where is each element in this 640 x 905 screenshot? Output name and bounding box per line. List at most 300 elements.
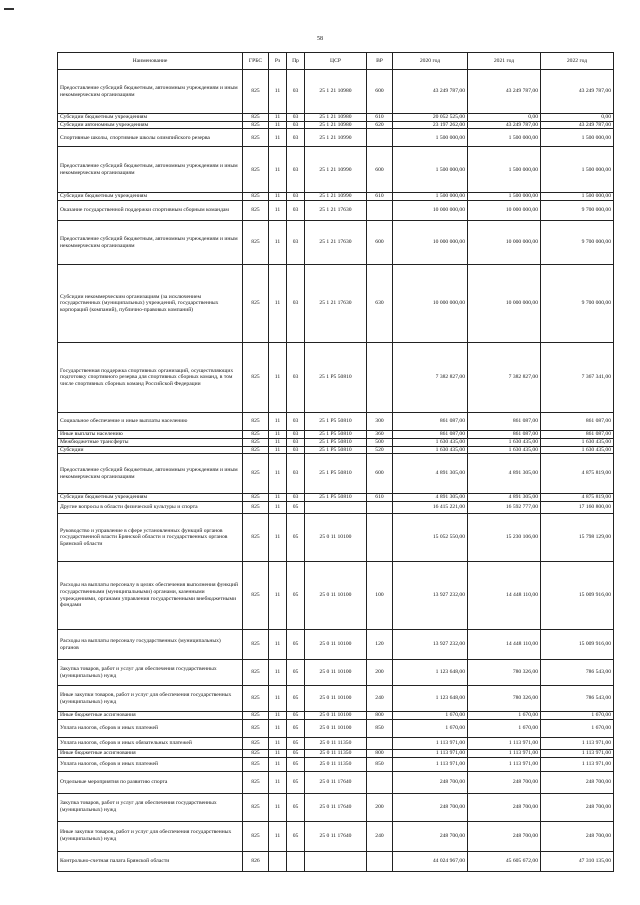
cell-rz: 11 (269, 446, 287, 454)
cell-csr: 25 1 P5 50810 (305, 494, 367, 502)
cell-2021: 10 000 000,00 (468, 221, 541, 265)
cell-grbs: 825 (243, 712, 269, 720)
cell-vr: 200 (367, 660, 393, 686)
cell-rz: 11 (269, 413, 287, 431)
cell-name: Уплата налогов, сборов и иных платежей (58, 719, 243, 737)
cell-vr: 360 (367, 431, 393, 439)
cell-name: Закупка товаров, работ и услуг для обеспечения государственных (муниципальных) нужд (58, 660, 243, 686)
cell-vr: 600 (367, 147, 393, 193)
cell-2020: 16 415 221,00 (393, 502, 468, 514)
cell-pr: 03 (287, 201, 305, 221)
cell-2021: 248 700,00 (468, 771, 541, 793)
cell-2022: 1 113 971,00 (541, 737, 614, 749)
cell-rz: 11 (269, 147, 287, 193)
cell-2022: 15 798 129,00 (541, 514, 614, 562)
cell-rz: 11 (269, 660, 287, 686)
cell-grbs: 825 (243, 201, 269, 221)
cell-pr: 03 (287, 114, 305, 122)
cell-grbs: 825 (243, 121, 269, 129)
cell-rz: 11 (269, 201, 287, 221)
cell-name: Контрольно-счетная палата Брянской области (58, 851, 243, 871)
scan-edge-mark (4, 8, 14, 10)
cell-rz: 11 (269, 737, 287, 749)
cell-vr: 100 (367, 562, 393, 630)
cell-grbs: 825 (243, 431, 269, 439)
cell-vr: 200 (367, 793, 393, 821)
cell-csr: 25 1 21 10990 (305, 147, 367, 193)
cell-2020: 861 087,00 (393, 431, 468, 439)
table-row (58, 201, 614, 221)
cell-pr: 05 (287, 660, 305, 686)
cell-2021: 1 500 000,00 (468, 193, 541, 201)
cell-vr: 850 (367, 757, 393, 771)
cell-2020: 1 123 648,00 (393, 660, 468, 686)
cell-csr: 25 0 11 10100 (305, 514, 367, 562)
table-row (58, 793, 614, 821)
cell-2020: 20 052 525,00 (393, 114, 468, 122)
table-row (58, 121, 614, 129)
cell-pr: 05 (287, 514, 305, 562)
cell-name: Отдельные мероприятия по развитию спорта (58, 771, 243, 793)
cell-grbs: 825 (243, 454, 269, 494)
cell-2020: 43 249 787,00 (393, 70, 468, 114)
cell-rz: 11 (269, 494, 287, 502)
cell-name: Расходы на выплаты персоналу в целях обеспечения выполнения функций государственными (муниципальными) органами, казенными учреждениями, органами управления государственными внебюджетными фондами (58, 562, 243, 630)
table-row (58, 514, 614, 562)
cell-pr: 03 (287, 129, 305, 147)
cell-grbs: 825 (243, 686, 269, 712)
cell-name: Социальное обеспечение и иные выплаты населению (58, 413, 243, 431)
table-body (58, 70, 614, 872)
cell-pr: 05 (287, 757, 305, 771)
cell-2022: 17 160 800,00 (541, 502, 614, 514)
cell-name: Субсидии автономным учреждениям (58, 121, 243, 129)
cell-csr (305, 502, 367, 514)
cell-vr: 800 (367, 749, 393, 757)
cell-2021: 16 592 777,00 (468, 502, 541, 514)
table-row (58, 438, 614, 446)
cell-pr: 03 (287, 446, 305, 454)
cell-2022: 1 113 971,00 (541, 749, 614, 757)
cell-rz: 11 (269, 514, 287, 562)
cell-csr: 25 1 P5 50810 (305, 431, 367, 439)
cell-vr (367, 201, 393, 221)
cell-csr: 25 0 11 10100 (305, 712, 367, 720)
cell-name: Руководство и управление в сфере установленных функций органов государственной власти Брянской области и государственных органов Брянской области (58, 514, 243, 562)
cell-2022: 1 500 000,00 (541, 193, 614, 201)
cell-vr (367, 343, 393, 413)
cell-csr: 25 1 P5 50810 (305, 454, 367, 494)
cell-csr: 25 1 P5 50810 (305, 413, 367, 431)
header-2022: 2022 год (541, 53, 614, 70)
cell-2021: 14 448 110,00 (468, 630, 541, 660)
cell-rz: 11 (269, 630, 287, 660)
cell-grbs: 825 (243, 737, 269, 749)
cell-2021: 1 113 971,00 (468, 749, 541, 757)
cell-2020: 4 891 305,00 (393, 494, 468, 502)
cell-vr (367, 129, 393, 147)
cell-pr: 05 (287, 821, 305, 851)
cell-vr (367, 502, 393, 514)
cell-2022: 9 700 000,00 (541, 201, 614, 221)
cell-rz: 11 (269, 502, 287, 514)
cell-2022: 1 500 000,00 (541, 147, 614, 193)
table-row (58, 851, 614, 871)
page-number: 58 (317, 36, 323, 42)
cell-grbs: 825 (243, 265, 269, 343)
cell-rz: 11 (269, 121, 287, 129)
cell-rz (269, 851, 287, 871)
cell-csr: 25 0 11 10100 (305, 630, 367, 660)
cell-grbs: 825 (243, 494, 269, 502)
cell-name: Иные выплаты населению (58, 431, 243, 439)
cell-rz: 11 (269, 431, 287, 439)
cell-rz: 11 (269, 712, 287, 720)
cell-pr: 05 (287, 502, 305, 514)
cell-pr: 03 (287, 343, 305, 413)
cell-rz: 11 (269, 265, 287, 343)
cell-2020: 23 197 262,00 (393, 121, 468, 129)
cell-csr: 25 1 P5 50810 (305, 446, 367, 454)
cell-2020: 1 113 971,00 (393, 737, 468, 749)
cell-csr: 25 0 11 17640 (305, 821, 367, 851)
cell-2022: 15 009 916,00 (541, 562, 614, 630)
cell-rz: 11 (269, 193, 287, 201)
cell-csr: 25 0 11 10100 (305, 660, 367, 686)
cell-pr: 03 (287, 454, 305, 494)
table-row (58, 265, 614, 343)
cell-2021: 43 249 787,00 (468, 70, 541, 114)
cell-2022: 47 310 135,00 (541, 851, 614, 871)
cell-2022: 1 670,00 (541, 712, 614, 720)
cell-2020: 10 000 000,00 (393, 201, 468, 221)
cell-csr: 25 1 P5 50810 (305, 438, 367, 446)
cell-vr: 610 (367, 193, 393, 201)
cell-vr: 120 (367, 630, 393, 660)
table-row (58, 712, 614, 720)
cell-2022: 43 249 787,00 (541, 121, 614, 129)
cell-csr: 25 0 11 17640 (305, 793, 367, 821)
cell-pr: 03 (287, 431, 305, 439)
cell-csr: 25 0 11 17640 (305, 771, 367, 793)
cell-rz: 11 (269, 562, 287, 630)
cell-2021: 45 605 672,00 (468, 851, 541, 871)
cell-grbs: 825 (243, 114, 269, 122)
cell-name: Субсидии бюджетным учреждениям (58, 193, 243, 201)
cell-grbs: 825 (243, 793, 269, 821)
cell-2020: 1 630 435,00 (393, 446, 468, 454)
cell-rz: 11 (269, 793, 287, 821)
table-row (58, 114, 614, 122)
cell-grbs: 825 (243, 129, 269, 147)
cell-name: Субсидии (58, 446, 243, 454)
cell-rz: 11 (269, 343, 287, 413)
table-row (58, 147, 614, 193)
cell-2020: 861 087,00 (393, 413, 468, 431)
cell-rz: 11 (269, 438, 287, 446)
cell-pr: 03 (287, 494, 305, 502)
cell-2021: 43 249 787,00 (468, 121, 541, 129)
cell-pr: 05 (287, 749, 305, 757)
cell-csr: 25 1 P5 50810 (305, 343, 367, 413)
cell-2021: 1 670,00 (468, 712, 541, 720)
cell-vr: 240 (367, 686, 393, 712)
cell-name: Иные закупки товаров, работ и услуг для обеспечения государственных (муниципальных) нужд (58, 821, 243, 851)
cell-pr: 05 (287, 712, 305, 720)
cell-2020: 248 700,00 (393, 771, 468, 793)
cell-rz: 11 (269, 114, 287, 122)
budget-table (57, 52, 614, 872)
header-2021: 2021 год (468, 53, 541, 70)
cell-csr: 25 1 21 10980 (305, 114, 367, 122)
cell-name: Уплата налогов, сборов и иных обязательных платежей (58, 737, 243, 749)
cell-vr: 610 (367, 494, 393, 502)
cell-rz: 11 (269, 821, 287, 851)
cell-pr: 05 (287, 686, 305, 712)
cell-2020: 1 500 000,00 (393, 147, 468, 193)
cell-2022: 786 543,00 (541, 660, 614, 686)
cell-name: Уплата налогов, сборов и иных платежей (58, 757, 243, 771)
table-row (58, 431, 614, 439)
cell-vr (367, 771, 393, 793)
cell-2020: 1 123 648,00 (393, 686, 468, 712)
table-row (58, 660, 614, 686)
cell-2022: 248 700,00 (541, 793, 614, 821)
cell-2021: 1 113 971,00 (468, 737, 541, 749)
cell-vr: 600 (367, 454, 393, 494)
table-row (58, 749, 614, 757)
cell-grbs: 825 (243, 70, 269, 114)
cell-2022: 1 670,00 (541, 719, 614, 737)
cell-csr: 25 0 11 10100 (305, 562, 367, 630)
cell-vr: 630 (367, 265, 393, 343)
cell-vr: 800 (367, 712, 393, 720)
cell-2022: 15 009 916,00 (541, 630, 614, 660)
cell-2020: 13 927 232,00 (393, 630, 468, 660)
cell-pr: 03 (287, 265, 305, 343)
table-row (58, 454, 614, 494)
cell-name: Государственная поддержка спортивных организаций, осуществляющих подготовку спортивного резерва для спортивных сборных команд, в том числе спортивных сборных команд Российской Федерации (58, 343, 243, 413)
header-pr: Пр (287, 53, 305, 70)
table-row (58, 413, 614, 431)
cell-csr: 25 0 11 10100 (305, 719, 367, 737)
table-row (58, 562, 614, 630)
cell-rz: 11 (269, 70, 287, 114)
table-row (58, 343, 614, 413)
cell-2020: 4 891 305,00 (393, 454, 468, 494)
cell-2021: 1 500 000,00 (468, 147, 541, 193)
cell-2021: 14 448 110,00 (468, 562, 541, 630)
cell-2020: 1 113 971,00 (393, 757, 468, 771)
cell-csr: 25 0 11 10100 (305, 686, 367, 712)
cell-2020: 7 382 827,00 (393, 343, 468, 413)
cell-grbs: 825 (243, 757, 269, 771)
cell-vr (367, 737, 393, 749)
cell-2021: 4 891 305,00 (468, 494, 541, 502)
cell-name: Расходы на выплаты персоналу государственных (муниципальных) органов (58, 630, 243, 660)
cell-csr: 25 1 21 17630 (305, 265, 367, 343)
header-grbs: ГРБС (243, 53, 269, 70)
cell-name: Субсидии бюджетным учреждениям (58, 494, 243, 502)
table-row (58, 757, 614, 771)
cell-2022: 9 700 000,00 (541, 221, 614, 265)
cell-name: Предоставление субсидий бюджетным, автономным учреждениям и иным некоммерческим организациям (58, 147, 243, 193)
cell-grbs: 825 (243, 221, 269, 265)
cell-2021: 1 670,00 (468, 719, 541, 737)
cell-vr: 620 (367, 121, 393, 129)
cell-rz: 11 (269, 749, 287, 757)
table-row (58, 221, 614, 265)
cell-pr: 03 (287, 413, 305, 431)
cell-pr: 03 (287, 221, 305, 265)
cell-grbs: 825 (243, 147, 269, 193)
cell-2020: 1 500 000,00 (393, 193, 468, 201)
cell-name: Иные бюджетные ассигнования (58, 712, 243, 720)
cell-grbs: 826 (243, 851, 269, 871)
cell-2021: 0,00 (468, 114, 541, 122)
cell-2022: 4 875 819,00 (541, 454, 614, 494)
cell-2021: 1 113 971,00 (468, 757, 541, 771)
table-row (58, 446, 614, 454)
cell-vr (367, 851, 393, 871)
cell-pr: 05 (287, 771, 305, 793)
cell-grbs: 825 (243, 438, 269, 446)
table-row (58, 737, 614, 749)
cell-2021: 1 500 000,00 (468, 129, 541, 147)
cell-2021: 248 700,00 (468, 793, 541, 821)
cell-csr (305, 851, 367, 871)
cell-csr: 25 1 21 10980 (305, 70, 367, 114)
cell-pr (287, 851, 305, 871)
cell-2022: 9 700 000,00 (541, 265, 614, 343)
cell-pr: 03 (287, 121, 305, 129)
cell-rz: 11 (269, 454, 287, 494)
cell-2020: 15 052 550,00 (393, 514, 468, 562)
cell-rz: 11 (269, 686, 287, 712)
cell-name: Закупка товаров, работ и услуг для обеспечения государственных (муниципальных) нужд (58, 793, 243, 821)
cell-rz: 11 (269, 757, 287, 771)
cell-pr: 05 (287, 719, 305, 737)
cell-name: Иные закупки товаров, работ и услуг для обеспечения государственных (муниципальных) нужд (58, 686, 243, 712)
cell-grbs: 825 (243, 719, 269, 737)
header-vr: ВР (367, 53, 393, 70)
cell-grbs: 825 (243, 660, 269, 686)
cell-2022: 7 367 341,00 (541, 343, 614, 413)
cell-csr: 25 1 21 17630 (305, 201, 367, 221)
cell-2020: 248 700,00 (393, 793, 468, 821)
table-row (58, 630, 614, 660)
cell-name: Спортивные школы, спортивные школы олимпийского резерва (58, 129, 243, 147)
cell-2020: 44 024 967,00 (393, 851, 468, 871)
cell-grbs: 825 (243, 343, 269, 413)
cell-2021: 4 891 305,00 (468, 454, 541, 494)
cell-rz: 11 (269, 771, 287, 793)
cell-pr: 03 (287, 438, 305, 446)
cell-vr: 300 (367, 413, 393, 431)
header-2020: 2020 год (393, 53, 468, 70)
cell-2022: 861 087,00 (541, 413, 614, 431)
cell-name: Субсидии бюджетным учреждениям (58, 114, 243, 122)
cell-2020: 10 000 000,00 (393, 265, 468, 343)
cell-2020: 1 670,00 (393, 719, 468, 737)
cell-2021: 861 087,00 (468, 431, 541, 439)
cell-vr: 500 (367, 438, 393, 446)
cell-2022: 1 113 971,00 (541, 757, 614, 771)
cell-csr: 25 1 21 10990 (305, 193, 367, 201)
cell-2020: 13 927 232,00 (393, 562, 468, 630)
cell-name: Оказание государственной поддержки спортивным сборным командам (58, 201, 243, 221)
cell-vr: 520 (367, 446, 393, 454)
cell-csr: 25 1 21 10990 (305, 129, 367, 147)
table-row (58, 686, 614, 712)
cell-2020: 1 113 971,00 (393, 749, 468, 757)
cell-2021: 15 230 106,00 (468, 514, 541, 562)
cell-name: Предоставление субсидий бюджетным, автономным учреждениям и иным некоммерческим организациям (58, 221, 243, 265)
cell-2021: 10 000 000,00 (468, 201, 541, 221)
cell-csr: 25 0 11 11350 (305, 749, 367, 757)
cell-grbs: 825 (243, 630, 269, 660)
cell-2020: 1 500 000,00 (393, 129, 468, 147)
table-row (58, 771, 614, 793)
table-row (58, 821, 614, 851)
cell-2022: 1 630 435,00 (541, 446, 614, 454)
cell-pr: 05 (287, 562, 305, 630)
table-row (58, 129, 614, 147)
header-name: Наименование (58, 53, 243, 70)
cell-rz: 11 (269, 719, 287, 737)
cell-pr: 03 (287, 70, 305, 114)
cell-csr: 25 0 11 11350 (305, 737, 367, 749)
cell-rz: 11 (269, 129, 287, 147)
cell-2022: 248 700,00 (541, 771, 614, 793)
cell-vr: 600 (367, 70, 393, 114)
cell-pr: 05 (287, 793, 305, 821)
cell-pr: 03 (287, 147, 305, 193)
cell-grbs: 825 (243, 193, 269, 201)
cell-vr (367, 514, 393, 562)
cell-2022: 43 249 787,00 (541, 70, 614, 114)
table-row (58, 70, 614, 114)
table-row (58, 502, 614, 514)
cell-grbs: 825 (243, 749, 269, 757)
cell-2021: 780 326,00 (468, 686, 541, 712)
cell-csr: 25 0 11 11350 (305, 757, 367, 771)
cell-pr: 05 (287, 630, 305, 660)
cell-2021: 1 630 435,00 (468, 438, 541, 446)
cell-pr: 05 (287, 737, 305, 749)
cell-2022: 1 630 435,00 (541, 438, 614, 446)
cell-2020: 1 670,00 (393, 712, 468, 720)
cell-2021: 248 700,00 (468, 821, 541, 851)
cell-name: Предоставление субсидий бюджетным, автономным учреждениям и иным некоммерческим организациям (58, 70, 243, 114)
cell-2021: 10 000 000,00 (468, 265, 541, 343)
table-row (58, 719, 614, 737)
cell-name: Другие вопросы в области физической культуры и спорта (58, 502, 243, 514)
cell-pr: 03 (287, 193, 305, 201)
cell-vr: 600 (367, 221, 393, 265)
cell-grbs: 825 (243, 413, 269, 431)
cell-rz: 11 (269, 221, 287, 265)
cell-2022: 861 087,00 (541, 431, 614, 439)
cell-2021: 861 087,00 (468, 413, 541, 431)
header-rz: Рз (269, 53, 287, 70)
cell-name: Межбюджетные трансферты (58, 438, 243, 446)
cell-name: Иные бюджетные ассигнования (58, 749, 243, 757)
cell-grbs: 825 (243, 514, 269, 562)
cell-2020: 248 700,00 (393, 821, 468, 851)
cell-2020: 10 000 000,00 (393, 221, 468, 265)
cell-vr: 850 (367, 719, 393, 737)
